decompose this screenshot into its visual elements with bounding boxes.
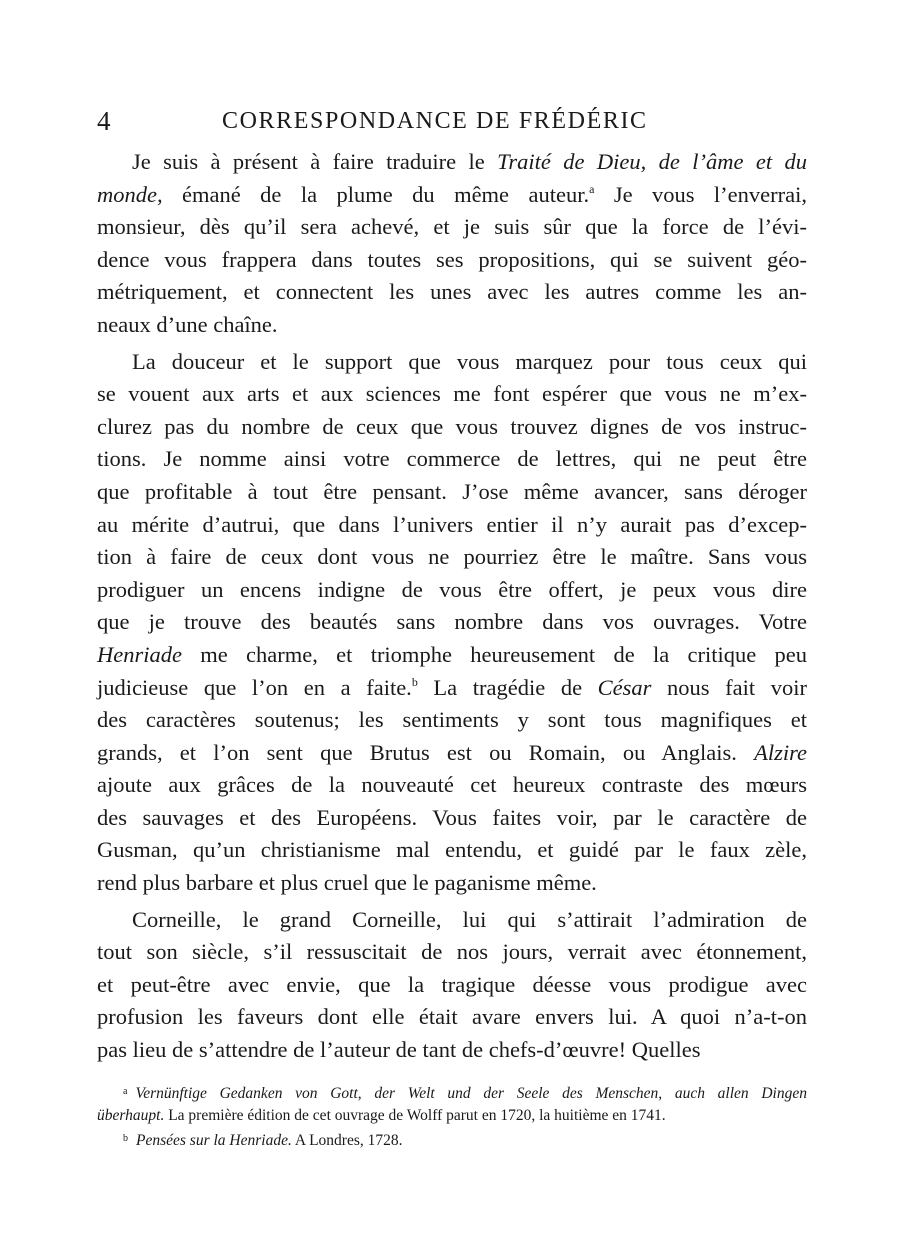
text-line <box>97 704 807 737</box>
text-segment: des caractères soutenus; les sentiments y sont tous magnifiques et <box>97 707 807 733</box>
text-segment: neaux d’une chaîne. <box>97 311 278 337</box>
text-segment: La douceur et le support que vous marquez pour tous ceux qui <box>132 348 807 374</box>
text-line <box>97 1001 807 1034</box>
footnote-b-mark: b <box>123 1133 128 1144</box>
footnote-reference: b <box>411 674 418 689</box>
text-line <box>97 411 807 444</box>
italic-title: César <box>597 674 652 700</box>
text-line <box>97 606 807 639</box>
text-line <box>97 509 807 542</box>
text-line <box>97 769 807 802</box>
footnote-a-title: Vernünftige Gedanken von Gott, der Welt und der Seele des Menschen, auch allen Dingen <box>135 1085 807 1102</box>
italic-title: monde, <box>97 181 163 207</box>
text-line <box>97 574 807 607</box>
text-segment: et peut-être avec envie, que la tragique déesse vous prodigue avec <box>97 971 807 997</box>
text-segment: pas lieu de s’attendre de l’auteur de tant de chefs-d’œuvre! Quelles <box>97 1037 701 1063</box>
text-line <box>97 476 807 509</box>
text-segment: Je suis à présent à faire traduire le <box>132 149 498 174</box>
text-line <box>97 146 807 179</box>
text-line <box>97 378 807 411</box>
text-line <box>97 936 807 969</box>
text-segment: profusion les faveurs dont elle était avare envers lui. A quoi n’a-t-on <box>97 1004 807 1030</box>
text-line <box>97 737 807 770</box>
text-line <box>97 211 807 244</box>
text-segment: dence vous frappera dans toutes ses propositions, qui se suivent géo- <box>97 246 807 272</box>
text-segment: judicieuse que l’on en a faite. <box>97 674 412 700</box>
text-segment: Je vous l’enverrai, <box>594 181 807 207</box>
text-line <box>97 802 807 835</box>
text-line <box>97 1034 807 1067</box>
text-line <box>97 443 807 476</box>
text-segment: des sauvages et des Européens. Vous faites voir, par le caractère de <box>97 804 807 830</box>
footnote-a-continued <box>97 1104 807 1128</box>
text-segment: que je trouve des beautés sans nombre dans vos ouvrages. Votre <box>97 609 807 635</box>
text-segment: prodiguer un encens indigne de vous être offert, je peux vous dire <box>97 576 807 602</box>
text-segment: grands, et l’on sent que Brutus est ou Romain, ou Anglais. <box>97 739 755 765</box>
text-segment: émané de la plume du même auteur. <box>162 181 590 207</box>
text-segment: Gusman, qu’un christianisme mal entendu, et guidé par le faux zèle, <box>97 837 807 863</box>
running-head: CORRESPONDANCE DE FRÉDÉRIC <box>222 108 648 134</box>
footnote-b-title: Pensées sur la Henriade. <box>136 1132 292 1149</box>
text-line <box>97 276 807 309</box>
text-segment: rend plus barbare et plus cruel que le paganisme même. <box>97 870 597 896</box>
footnote-a-mark: a <box>123 1086 128 1097</box>
text-line <box>97 834 807 867</box>
text-segment: tions. Je nomme ainsi votre commerce de lettres, qui ne peut être <box>97 446 807 472</box>
footnote-reference: a <box>589 181 595 196</box>
text-segment: au mérite d’autrui, que dans l’univers entier il n’y aurait pas d’excep- <box>97 511 807 537</box>
footnote-a-text: La première édition de cet ouvrage de Wolff parut en 1720, la huitième en 1741. <box>164 1106 666 1124</box>
text-segment: Corneille, le grand Corneille, lui qui s’attirait l’admiration de <box>132 906 807 932</box>
text-line <box>97 541 807 574</box>
italic-title: Traité de Dieu, de l’âme et du <box>497 149 807 174</box>
text-segment: se vouent aux arts et aux sciences me font espérer que vous ne m’ex- <box>97 381 807 407</box>
text-segment: clurez pas du nombre de ceux que vous trouvez dignes de vos instruc- <box>97 413 807 439</box>
body-text <box>97 146 807 1067</box>
text-segment: me charme, et triomphe heureusement de la critique peu <box>181 641 807 667</box>
text-line <box>97 904 807 937</box>
text-line <box>97 867 807 900</box>
text-line <box>97 309 807 342</box>
footnote-b-text: A Londres, 1728. <box>291 1132 403 1149</box>
text-line <box>97 179 807 212</box>
text-line <box>97 969 807 1002</box>
page-number: 4 <box>97 106 111 136</box>
italic-title: Alzire <box>754 739 807 765</box>
footnote-a <box>97 1080 807 1104</box>
text-segment: tion à faire de ceux dont vous ne pourriez être le maître. Sans vous <box>97 544 807 570</box>
text-line <box>97 346 807 379</box>
text-segment: tout son siècle, s’il ressuscitait de nos jours, verrait avec étonnement, <box>97 939 807 965</box>
footnotes <box>97 1080 807 1151</box>
text-line <box>97 672 807 705</box>
text-line <box>97 639 807 672</box>
italic-title: Henriade <box>97 641 182 667</box>
text-segment: nous fait voir <box>651 674 807 700</box>
text-segment: monsieur, dès qu’il sera achevé, et je suis sûr que la force de l’évi- <box>97 214 807 240</box>
footnote-b <box>97 1127 807 1151</box>
text-segment: que profitable à tout être pensant. J’ose même avancer, sans déroger <box>97 478 807 504</box>
footnote-a-title-cont: überhaupt. <box>97 1106 165 1124</box>
text-segment: métriquement, et connectent les unes avec les autres comme les an- <box>97 279 807 305</box>
text-segment: La tragédie de <box>417 674 598 700</box>
text-line <box>97 244 807 277</box>
text-segment: ajoute aux grâces de la nouveauté cet heureux contraste des mœurs <box>97 772 807 798</box>
